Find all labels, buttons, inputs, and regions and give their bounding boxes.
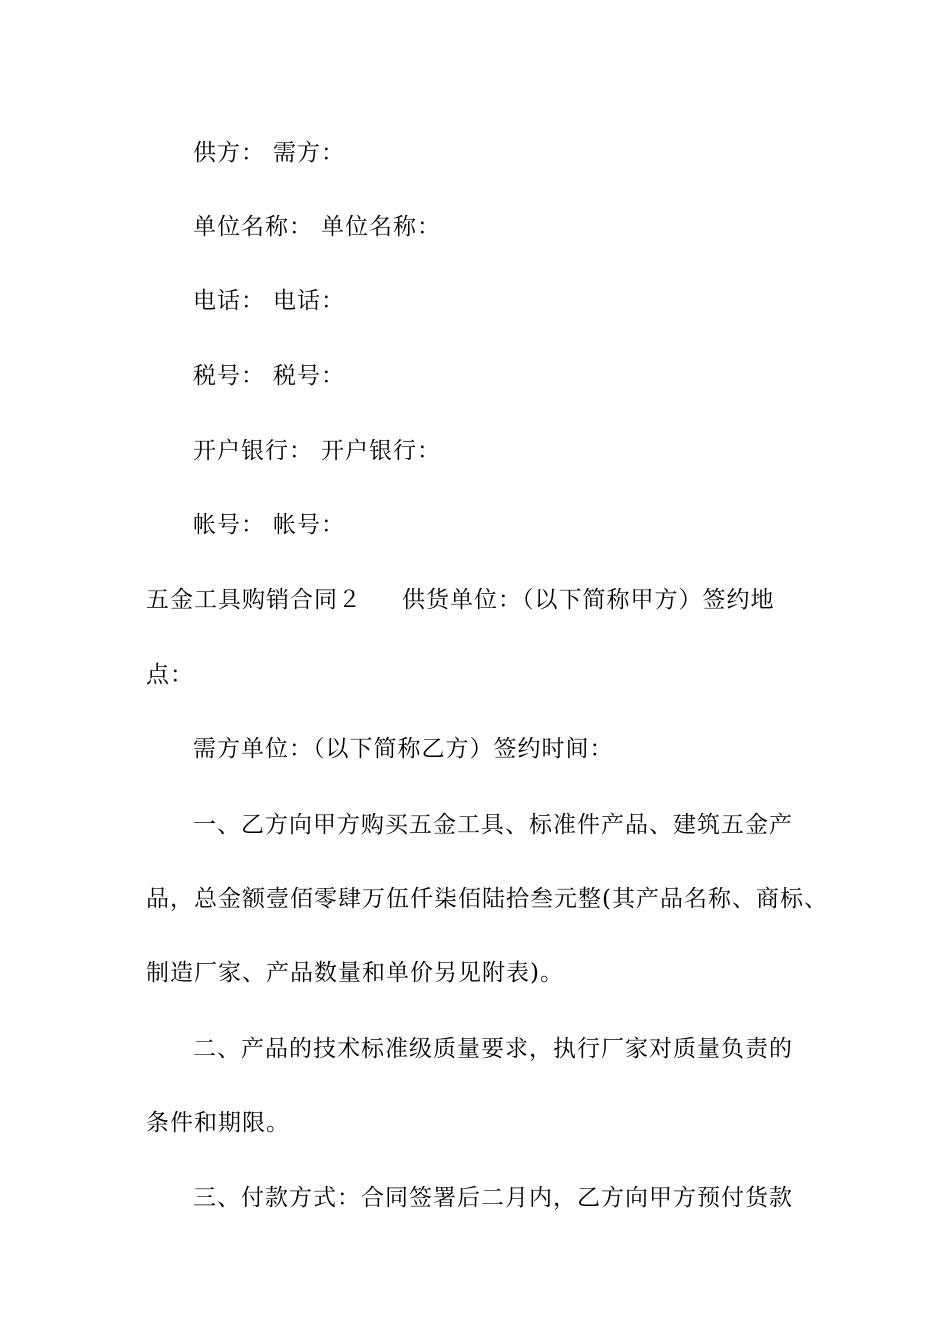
clause-1-line-1 — [193, 810, 793, 840]
supplier-account-label: 帐号： — [193, 512, 265, 538]
contract2-buyer-line — [193, 734, 614, 764]
clause-2-text-2: 条件和期限。 — [146, 1110, 290, 1136]
contract2-buyer-text: 需方单位：（以下简称乙方）签约时间： — [193, 736, 614, 762]
clause-2-text-1: 二、产品的技术标准级质量要求，执行厂家对质量负责的 — [193, 1036, 793, 1062]
unit-name-line — [193, 212, 441, 242]
contract2-title: 五金工具购销合同２ — [146, 587, 362, 613]
supplier-phone-label: 电话： — [193, 288, 265, 314]
buyer-phone-label: 电话： — [273, 288, 345, 314]
clause-2-line-1 — [193, 1034, 793, 1064]
clause-1-text-2: 品，总金额壹佰零肆万伍仟柒佰陆拾叁元整(其产品名称、商标、 — [146, 886, 828, 912]
buyer-account-label: 帐号： — [273, 512, 345, 538]
clause-3-text-1: 三、付款方式：合同签署后二月内，乙方向甲方预付货款 — [193, 1185, 793, 1211]
clause-2-line-2 — [146, 1108, 290, 1138]
supplier-tax-id-label: 税号： — [193, 363, 265, 389]
clause-1-text-3: 制造厂家、产品数量和单价另见附表)。 — [146, 960, 564, 986]
phone-line — [193, 286, 345, 316]
supplier-unit-name-label: 单位名称： — [193, 214, 313, 240]
supplier-label: 供方： — [193, 140, 265, 166]
supplier-buyer-line — [193, 138, 345, 168]
buyer-label: 需方： — [273, 140, 345, 166]
account-line — [193, 510, 345, 540]
tax-id-line — [193, 361, 345, 391]
clause-3-line-1 — [193, 1183, 793, 1213]
buyer-tax-id-label: 税号： — [273, 363, 345, 389]
contract2-place-line — [146, 660, 194, 690]
clause-1-line-2 — [146, 884, 828, 914]
bank-line — [193, 436, 441, 466]
buyer-bank-label: 开户银行： — [321, 438, 441, 464]
clause-1-line-3 — [146, 958, 564, 988]
contract2-heading-line — [146, 585, 775, 615]
contract2-place-text: 点： — [146, 662, 194, 688]
supplier-bank-label: 开户银行： — [193, 438, 313, 464]
contract2-supplier-line: 供货单位：（以下简称甲方）签约地 — [402, 587, 775, 613]
buyer-unit-name-label: 单位名称： — [321, 214, 441, 240]
clause-1-text-1: 一、乙方向甲方购买五金工具、标准件产品、建筑五金产 — [193, 812, 793, 838]
